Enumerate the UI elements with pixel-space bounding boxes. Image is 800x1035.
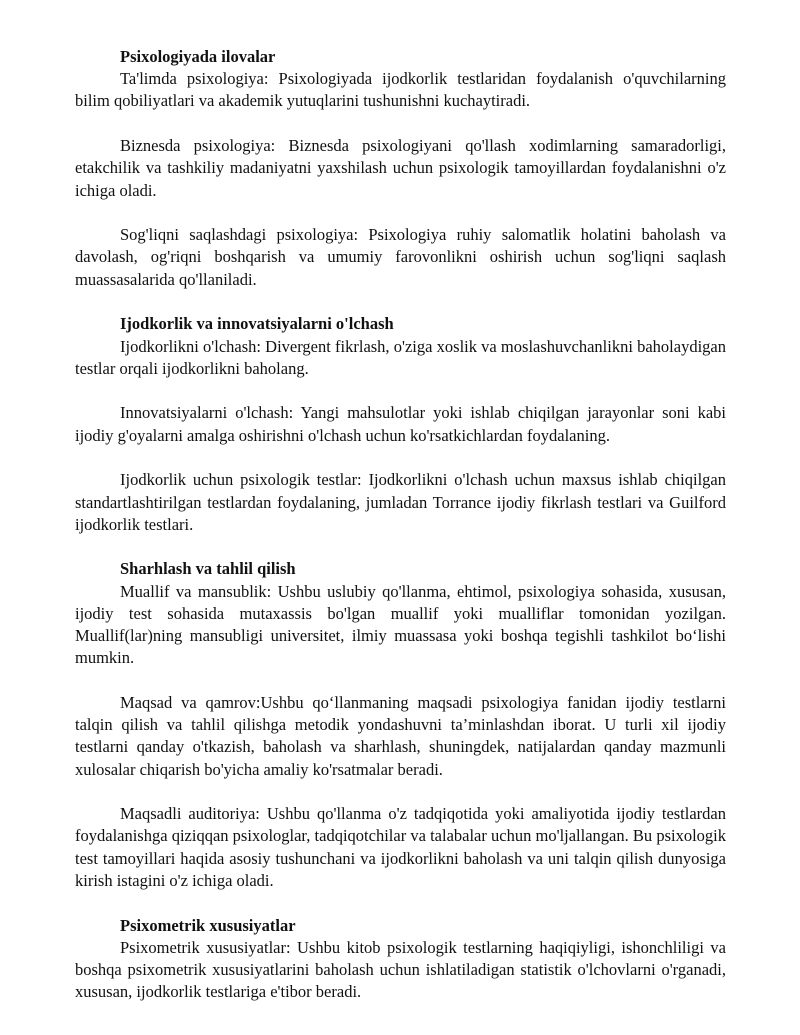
paragraph: Ta'limda psixologiya: Psixologiyada ijodkorlik testlaridan foydalanish o'quvchilarning bilim qobiliyatlari va akademik yutuqlarini tushunishni kuchaytiradi. <box>75 69 726 111</box>
paragraph: Maqsad va qamrov:Ushbu qo‘llanmaning maqsadi psixologiya fanidan ijodiy testlarni talqin qilish va tahlil qilishga metodik yondashuvni ta’minlashdan iborat. U turli xil ijodiy testlarni qanday o'tkazish, baholash va sharhlash, shuningdek, natijalardan qanday mazmunli xulosalar chiqarish bo'yicha amaliy ko'rsatmalar beradi. <box>75 692 726 779</box>
document-page <box>75 46 726 1003</box>
section-heading: Psixologiyada ilovalar <box>120 47 276 66</box>
paragraph: Biznesda psixologiya: Biznesda psixologiyani qo'llash xodimlarning samaradorligi, etakchilik va tashkiliy madaniyatni yaxshilash uchun psixologik tamoyillardan foydalanishni o'z ichiga oladi. <box>75 136 726 200</box>
paragraph: Innovatsiyalarni o'lchash: Yangi mahsulotlar yoki ishlab chiqilgan jarayonlar soni kabi ijodiy g'oyalarni amalga oshirishni o'lchash uchun ko'rsatkichlardan foydalaning. <box>75 403 726 445</box>
paragraph: Ijodkorlik uchun psixologik testlar: Ijodkorlikni o'lchash uchun maxsus ishlab chiqilgan standartlashtirilgan testlardan foydalaning, jumladan Torrance ijodiy fikrlash testlari va Guilford ijodkorlik testlari. <box>75 470 726 534</box>
paragraph: Muallif va mansublik: Ushbu uslubiy qo'llanma, ehtimol, psixologiya sohasida, xususan, ijodiy test sohasida mutaxassis bo'lgan muallif yoki mualliflar tomonidan yozilgan. Muallif(lar)ning mansubligi universitet, ilmiy muassasa yoki boshqa tegishli tashkilot bo‘lishi mumkin. <box>75 581 726 668</box>
section-psychometrics <box>75 915 726 1004</box>
paragraph: Maqsadli auditoriya: Ushbu qo'llanma o'z tadqiqotida yoki amaliyotida ijodiy testlardan foydalanishga qiziqqan psixologlar, tadqiqotchilar va talabalar uchun mo'ljallangan. Bu psixologik test tamoyillari haqida asosiy tushunchani va ijodkorlikni baholash va uni talqin qilish dunyosiga kirish istagini o'z ichiga oladi. <box>75 804 726 890</box>
paragraph: Ijodkorlikni o'lchash: Divergent fikrlash, o'ziga xoslik va moslashuvchanlikni baholaydigan testlar orqali ijodkorlikni baholang. <box>75 336 726 378</box>
section-applications <box>75 46 726 291</box>
section-interpretation <box>75 558 726 892</box>
section-heading: Ijodkorlik va innovatsiyalarni o'lchash <box>120 314 394 334</box>
section-heading: Psixometrik xususiyatlar <box>120 915 296 935</box>
section-heading: Sharhlash va tahlil qilish <box>120 559 296 579</box>
section-measuring-creativity <box>75 313 726 536</box>
paragraph: Sog'liqni saqlashdagi psixologiya: Psixologiya ruhiy salomatlik holatini baholash va davolash, og'riqni boshqarish va umumiy farovonlikni oshirish uchun sog'liqni saqlash muassasalarida qo'llaniladi. <box>75 225 726 289</box>
paragraph: Psixometrik xususiyatlar: Ushbu kitob psixologik testlarning haqiqiyligi, ishonchliligi va boshqa psixometrik xususiyatlarini baholash uchun ishlatiladigan statistik o'lchovlarni o'rganadi, xususan, ijodkorlik testlariga e'tibor beradi. <box>75 937 726 1002</box>
